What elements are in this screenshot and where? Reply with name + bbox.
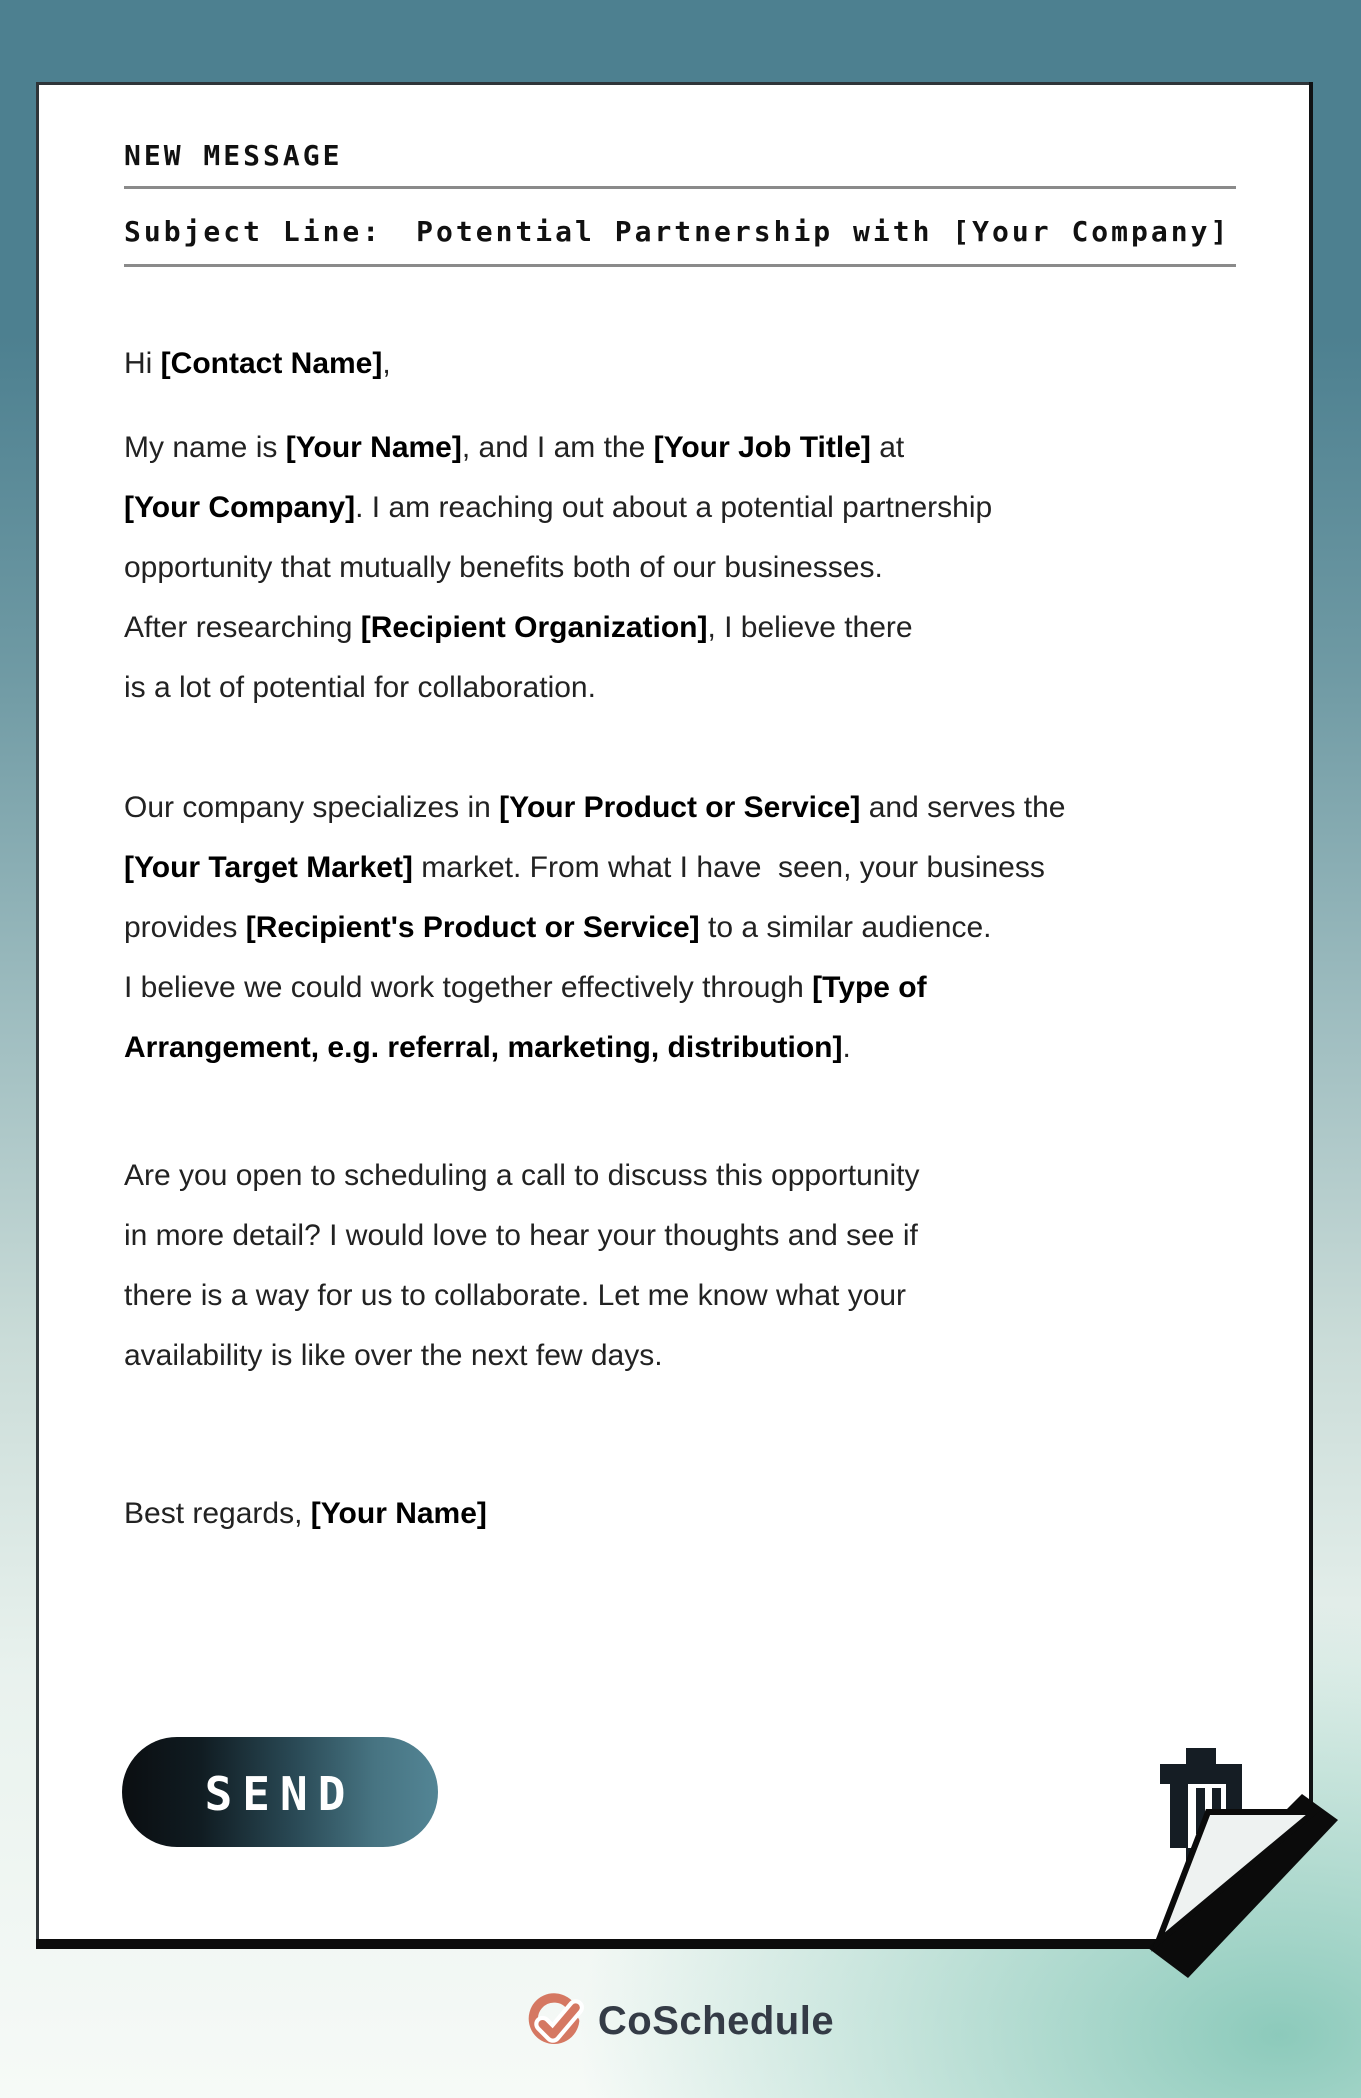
send-button[interactable]: SEND [122, 1737, 438, 1847]
paragraph: Hi [Contact Name], [124, 347, 391, 380]
subject-label: Subject Line: [124, 215, 383, 248]
trash-icon [1146, 1742, 1256, 1868]
new-message-title: NEW MESSAGE [124, 139, 343, 172]
brand-footer [0, 1992, 1361, 2050]
brand-name: CoSchedule [597, 1998, 835, 2043]
trash-button[interactable] [1146, 1742, 1256, 1868]
subject-divider [124, 264, 1236, 267]
card-border-right [1309, 82, 1313, 1814]
paragraph: My name is [Your Name], and I am the [Your Job Title] at [Your Company]. I am reaching out about a potential partnership opportunity that mutually benefits both of our businesses. After researching [Recipient Organization], I believe there is a lot of potential for collaboration. [124, 431, 993, 704]
card-border-left [36, 82, 39, 1946]
card-border-top [36, 82, 1313, 85]
check-circle-icon [527, 1992, 585, 2050]
email-body [124, 334, 1236, 1544]
header-divider [124, 186, 1236, 189]
subject-line [124, 212, 1230, 252]
subject-value: Potential Partnership with [Your Company] [416, 215, 1231, 248]
card-border-bottom [36, 1939, 1166, 1949]
paragraph: Best regards, [Your Name] [124, 1497, 487, 1530]
paragraph: Our company specializes in [Your Product or Service] and serves the [Your Target Market] market. From what I have seen, your business provides [Recipient's Product or Service] to a similar audience. I believe we could work together effectively through [Type of Arrangement, e.g. referral, marketing, distribution]. [124, 791, 1066, 1064]
paragraph: Are you open to scheduling a call to discuss this opportunity in more detail? I would love to hear your thoughts and see if there is a way for us to collaborate. Let me know what your availability is like over the next few days. [124, 1159, 920, 1372]
